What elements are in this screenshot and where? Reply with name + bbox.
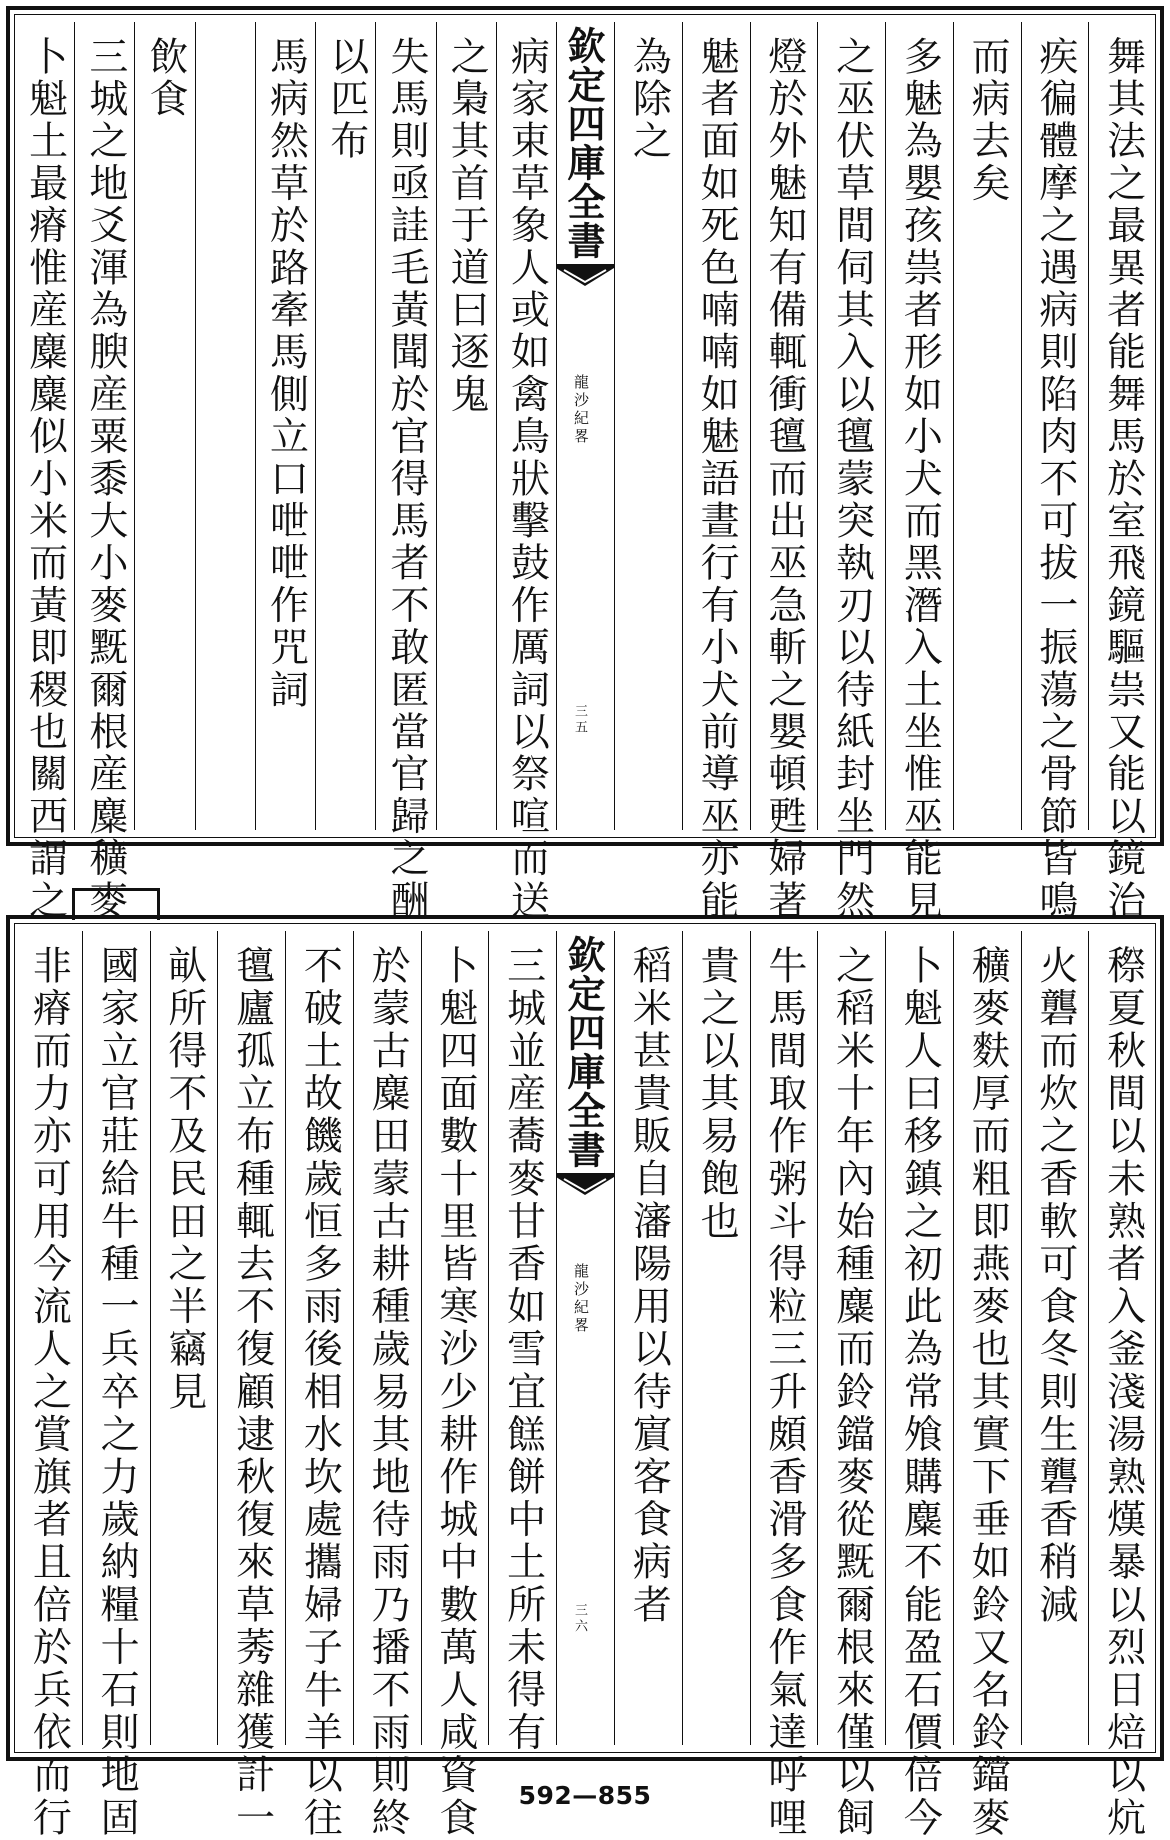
column-rule [885,931,886,1745]
column-rule [1021,22,1022,830]
column-rule [817,931,818,1745]
banner-rule [556,22,557,830]
text-column: 畒所得不及民田之半竊見 [161,945,207,1414]
column-rule [682,22,683,830]
column-rule [195,22,196,830]
column-rule [1021,931,1022,1745]
text-column: 火礱而炊之香軟可食冬則生礱香稍減 [1032,945,1078,1627]
column-rule [953,931,954,1745]
column-rule [285,931,286,1745]
text-column: 卜魁人曰移鎮之初此為常飧購麋不能盈石價倍今 [897,945,943,1840]
column-rule [682,931,683,1745]
fish-tail-mark-icon [556,264,614,290]
text-column: 貴之以其易飽也 [694,945,740,1244]
text-column: 非瘠而力亦可用今流人之賞旗者且倍於兵依而行 [26,945,72,1840]
text-column: 疾徧體摩之遇病則陷肉不可拔一振蕩之骨節皆鳴 [1032,36,1078,923]
text-column: 之稻米十年內始種麋而鈴鐺麥從黖爾根來僅以飼 [829,945,875,1840]
column-rule [750,931,751,1745]
text-column: 以匹布 [323,36,369,163]
text-column: 稻米甚貴販自瀋陽用以待賔客食病者 [626,945,672,1627]
column-rule [255,22,256,830]
text-column: 之梟其首于道曰逐鬼 [444,36,490,416]
page-number: 592—855 [518,1781,652,1810]
banner-title: 欽定四庫全書 [561,935,606,1169]
column-rule [953,22,954,830]
column-rule [217,931,218,1745]
text-column: 之巫伏草間伺其入以氊蒙突執刃以待紙封坐門然 [829,36,875,923]
column-rule [488,931,489,1745]
column-rule [375,22,376,830]
text-column: 而病去矣 [965,36,1011,205]
column-rule [150,931,151,1745]
column-rule [496,22,497,830]
column-rule [1088,931,1089,1745]
text-column: 三城之地爻渾為腴産粟黍大小麥黖爾根産麋穬麥 [82,36,128,923]
banner-folio: 三六 [572,1603,587,1635]
text-column: 為除之 [626,36,672,163]
text-column: 飲食 [143,36,189,121]
page-two-banner [556,923,614,1757]
column-rule [315,22,316,830]
banner-book-title: 龍沙紀畧 [572,374,590,446]
text-column: 於蒙古麋田蒙古耕種歲易其地待雨乃播不雨則終 [365,945,411,1840]
fish-tail-mark-icon [556,1173,614,1199]
text-column: 舞其法之最異者能舞馬於室飛鏡驅祟又能以鏡治 [1100,36,1146,923]
column-rule [750,22,751,830]
text-column: 穬麥麩厚而粗即燕麥也其實下垂如鈴又名鈴鐺麥 [965,945,1011,1840]
column-rule [82,931,83,1745]
column-rule [1088,22,1089,830]
text-column: 氊廬孤立布種輒去不復顧逮秋復來草莠雜獲計一 [229,945,275,1840]
text-column: 馬病然草於路牽馬側立口呭呭作咒詞 [263,36,309,712]
banner-book-title: 龍沙紀畧 [572,1263,590,1335]
banner-rule [614,931,615,1745]
text-column: 卜魁四面數十里皆寒沙少耕作城中數萬人咸資食 [432,945,478,1840]
text-column: 國家立官莊給牛種一兵卒之力歲納糧十石則地固 [94,945,140,1840]
column-rule [885,22,886,830]
banner-folio: 三五 [572,704,587,736]
column-rule [353,931,354,1745]
text-column: 不破土故饑歲恒多雨後相水坎處攜婦子牛羊以往 [297,945,343,1840]
text-column: 失馬則亟詿毛黃聞於官得馬者不敢匿當官歸之酬 [383,36,429,923]
text-column: 牛馬間取作粥斗得粒三升頗香滑多食作氣達呼哩 [761,945,807,1840]
text-column: 病家束草象人或如禽鳥狀擊鼓作厲詞以祭喧而送 [504,36,550,923]
banner-rule [614,22,615,830]
column-rule [817,22,818,830]
text-column: 穄夏秋間以未熟者入釜淺湯熟熯暴以烈日焙以炕 [1100,945,1146,1840]
banner-title: 欽定四庫全書 [561,26,606,260]
text-column: 三城並産蕎麥甘香如雪宜餻餅中土所未得有 [500,945,546,1755]
column-rule [134,22,135,830]
column-rule [74,22,75,830]
text-column: 卜魁土最瘠惟産麋麋似小米而黃即稷也關西謂之 [22,36,68,923]
banner-rule [556,931,557,1745]
text-column: 燈於外魅知有備輒衝氊而出巫急斬之嬰頓甦婦著 [761,36,807,923]
text-column: 多魅為嬰孩祟者形如小犬而黑潛入土坐惟巫能見 [897,36,943,923]
text-column: 魅者面如死色喃喃如魅語晝行有小犬前導巫亦能 [694,36,740,923]
column-rule [436,22,437,830]
page-one-banner [556,14,614,838]
column-rule [421,931,422,1745]
